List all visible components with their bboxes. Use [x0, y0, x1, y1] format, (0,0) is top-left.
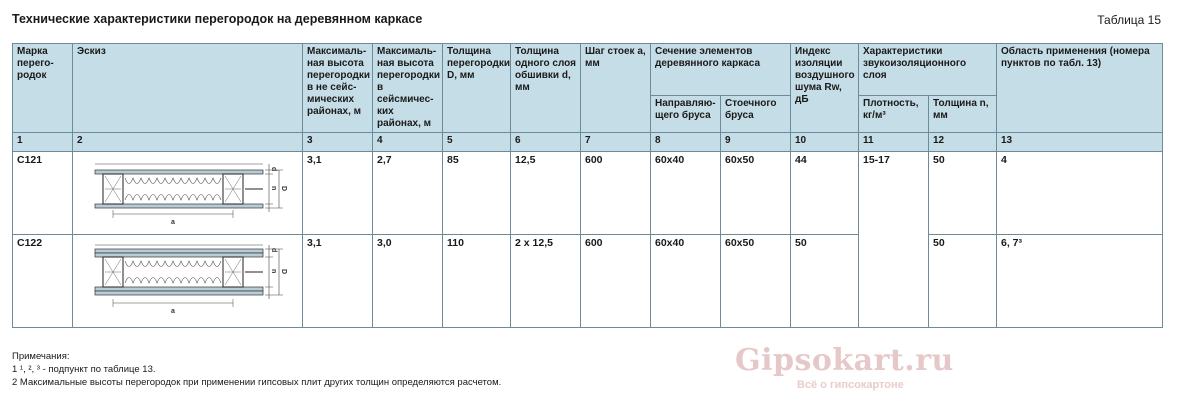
header-layer-n: Толщина n, мм	[929, 96, 997, 133]
header-density: Плотность, кг/м³	[859, 96, 929, 133]
cell-guide-beam: 60x40	[651, 235, 721, 328]
column-number: 9	[721, 133, 791, 152]
column-number: 4	[373, 133, 443, 152]
header-layer-thickness: Толщина одного слоя обшивки d, мм	[511, 44, 581, 133]
cell-mark: С122	[13, 235, 73, 328]
cell-thickness-d: 110	[443, 235, 511, 328]
column-number: 6	[511, 133, 581, 152]
table-row	[13, 235, 1163, 328]
watermark-name: Gipsokart.ru	[735, 343, 954, 378]
watermark-logo	[735, 343, 965, 398]
column-number: 3	[303, 133, 373, 152]
header-height-nonseismic: Максималь- ная высота перегородки в не сейс- мических районах, м	[303, 44, 373, 133]
header-guide-beam: Направляю- щего бруса	[651, 96, 721, 133]
table-number: Таблица 15	[1097, 13, 1161, 27]
header-frame-section: Сечение элементов деревянного каркаса	[651, 44, 791, 96]
cell-step-a: 600	[581, 152, 651, 235]
header-sound-layer: Характеристики звукоизоляционного слоя	[859, 44, 997, 96]
column-number: 2	[73, 133, 303, 152]
column-number: 5	[443, 133, 511, 152]
spec-table	[12, 43, 1163, 328]
cell-mark: С121	[13, 152, 73, 235]
watermark-tagline: Всё о гипсокартоне	[797, 379, 904, 391]
cell-density: 15-17	[859, 152, 929, 328]
sketch-c121	[73, 152, 303, 235]
cell-stud-beam: 60x50	[721, 235, 791, 328]
sketch-label-d: d	[270, 248, 277, 253]
cell-height-seismic: 3,0	[373, 235, 443, 328]
cell-thickness-d: 85	[443, 152, 511, 235]
header-thickness-d: Толщина перегородки D, мм	[443, 44, 511, 133]
note-1: 1 ¹, ², ³ - подпункт по таблице 13.	[12, 364, 156, 375]
column-number: 10	[791, 133, 859, 152]
sketch-label-D: D	[280, 186, 287, 192]
header-sketch: Эскиз	[73, 44, 303, 133]
table-title: Технические характеристики перегородок на деревянном каркасе	[12, 12, 423, 26]
cell-layer-n: 50	[929, 152, 997, 235]
sketch-c122	[73, 235, 303, 328]
note-2: 2 Максимальные высоты перегородок при применении гипсовых плит других толщин определяются расчетом.	[12, 377, 502, 388]
sketch-label-a: a	[171, 219, 175, 226]
sketch-label-a: a	[171, 308, 175, 315]
cell-step-a: 600	[581, 235, 651, 328]
header-mark: Марка перего- родок	[13, 44, 73, 133]
partition-sketch-single	[73, 152, 301, 230]
cell-rw: 44	[791, 152, 859, 235]
notes	[12, 350, 501, 389]
cell-layer-d: 2 x 12,5	[511, 235, 581, 328]
header-stud-beam: Стоечного бруса	[721, 96, 791, 133]
cell-application-area: 6, 7³	[997, 235, 1163, 328]
column-number: 13	[997, 133, 1163, 152]
cell-stud-beam: 60x50	[721, 152, 791, 235]
column-number: 11	[859, 133, 929, 152]
header-rw-index: Индекс изоляции воздушного шума Rw, дБ	[791, 44, 859, 133]
sketch-label-d: d	[270, 167, 277, 172]
column-number: 8	[651, 133, 721, 152]
header-stud-step: Шаг стоек a, мм	[581, 44, 651, 133]
sketch-label-n: n	[270, 269, 277, 274]
cell-guide-beam: 60x40	[651, 152, 721, 235]
sketch-label-D: D	[280, 269, 287, 275]
partition-sketch-double	[73, 235, 301, 323]
header-height-seismic: Максималь- ная высота перегородки в сейсмичес- ких районах, м	[373, 44, 443, 133]
cell-height-nonseismic: 3,1	[303, 235, 373, 328]
cell-layer-d: 12,5	[511, 152, 581, 235]
sketch-label-n: n	[270, 186, 277, 191]
cell-layer-n: 50	[929, 235, 997, 328]
cell-rw: 50	[791, 235, 859, 328]
cell-height-seismic: 2,7	[373, 152, 443, 235]
column-number: 7	[581, 133, 651, 152]
table-row	[13, 152, 1163, 235]
notes-heading: Примечания:	[12, 351, 70, 362]
cell-height-nonseismic: 3,1	[303, 152, 373, 235]
cell-application-area: 4	[997, 152, 1163, 235]
column-number: 1	[13, 133, 73, 152]
header-application-area: Область применения (номера пунктов по табл. 13)	[997, 44, 1163, 133]
column-number: 12	[929, 133, 997, 152]
